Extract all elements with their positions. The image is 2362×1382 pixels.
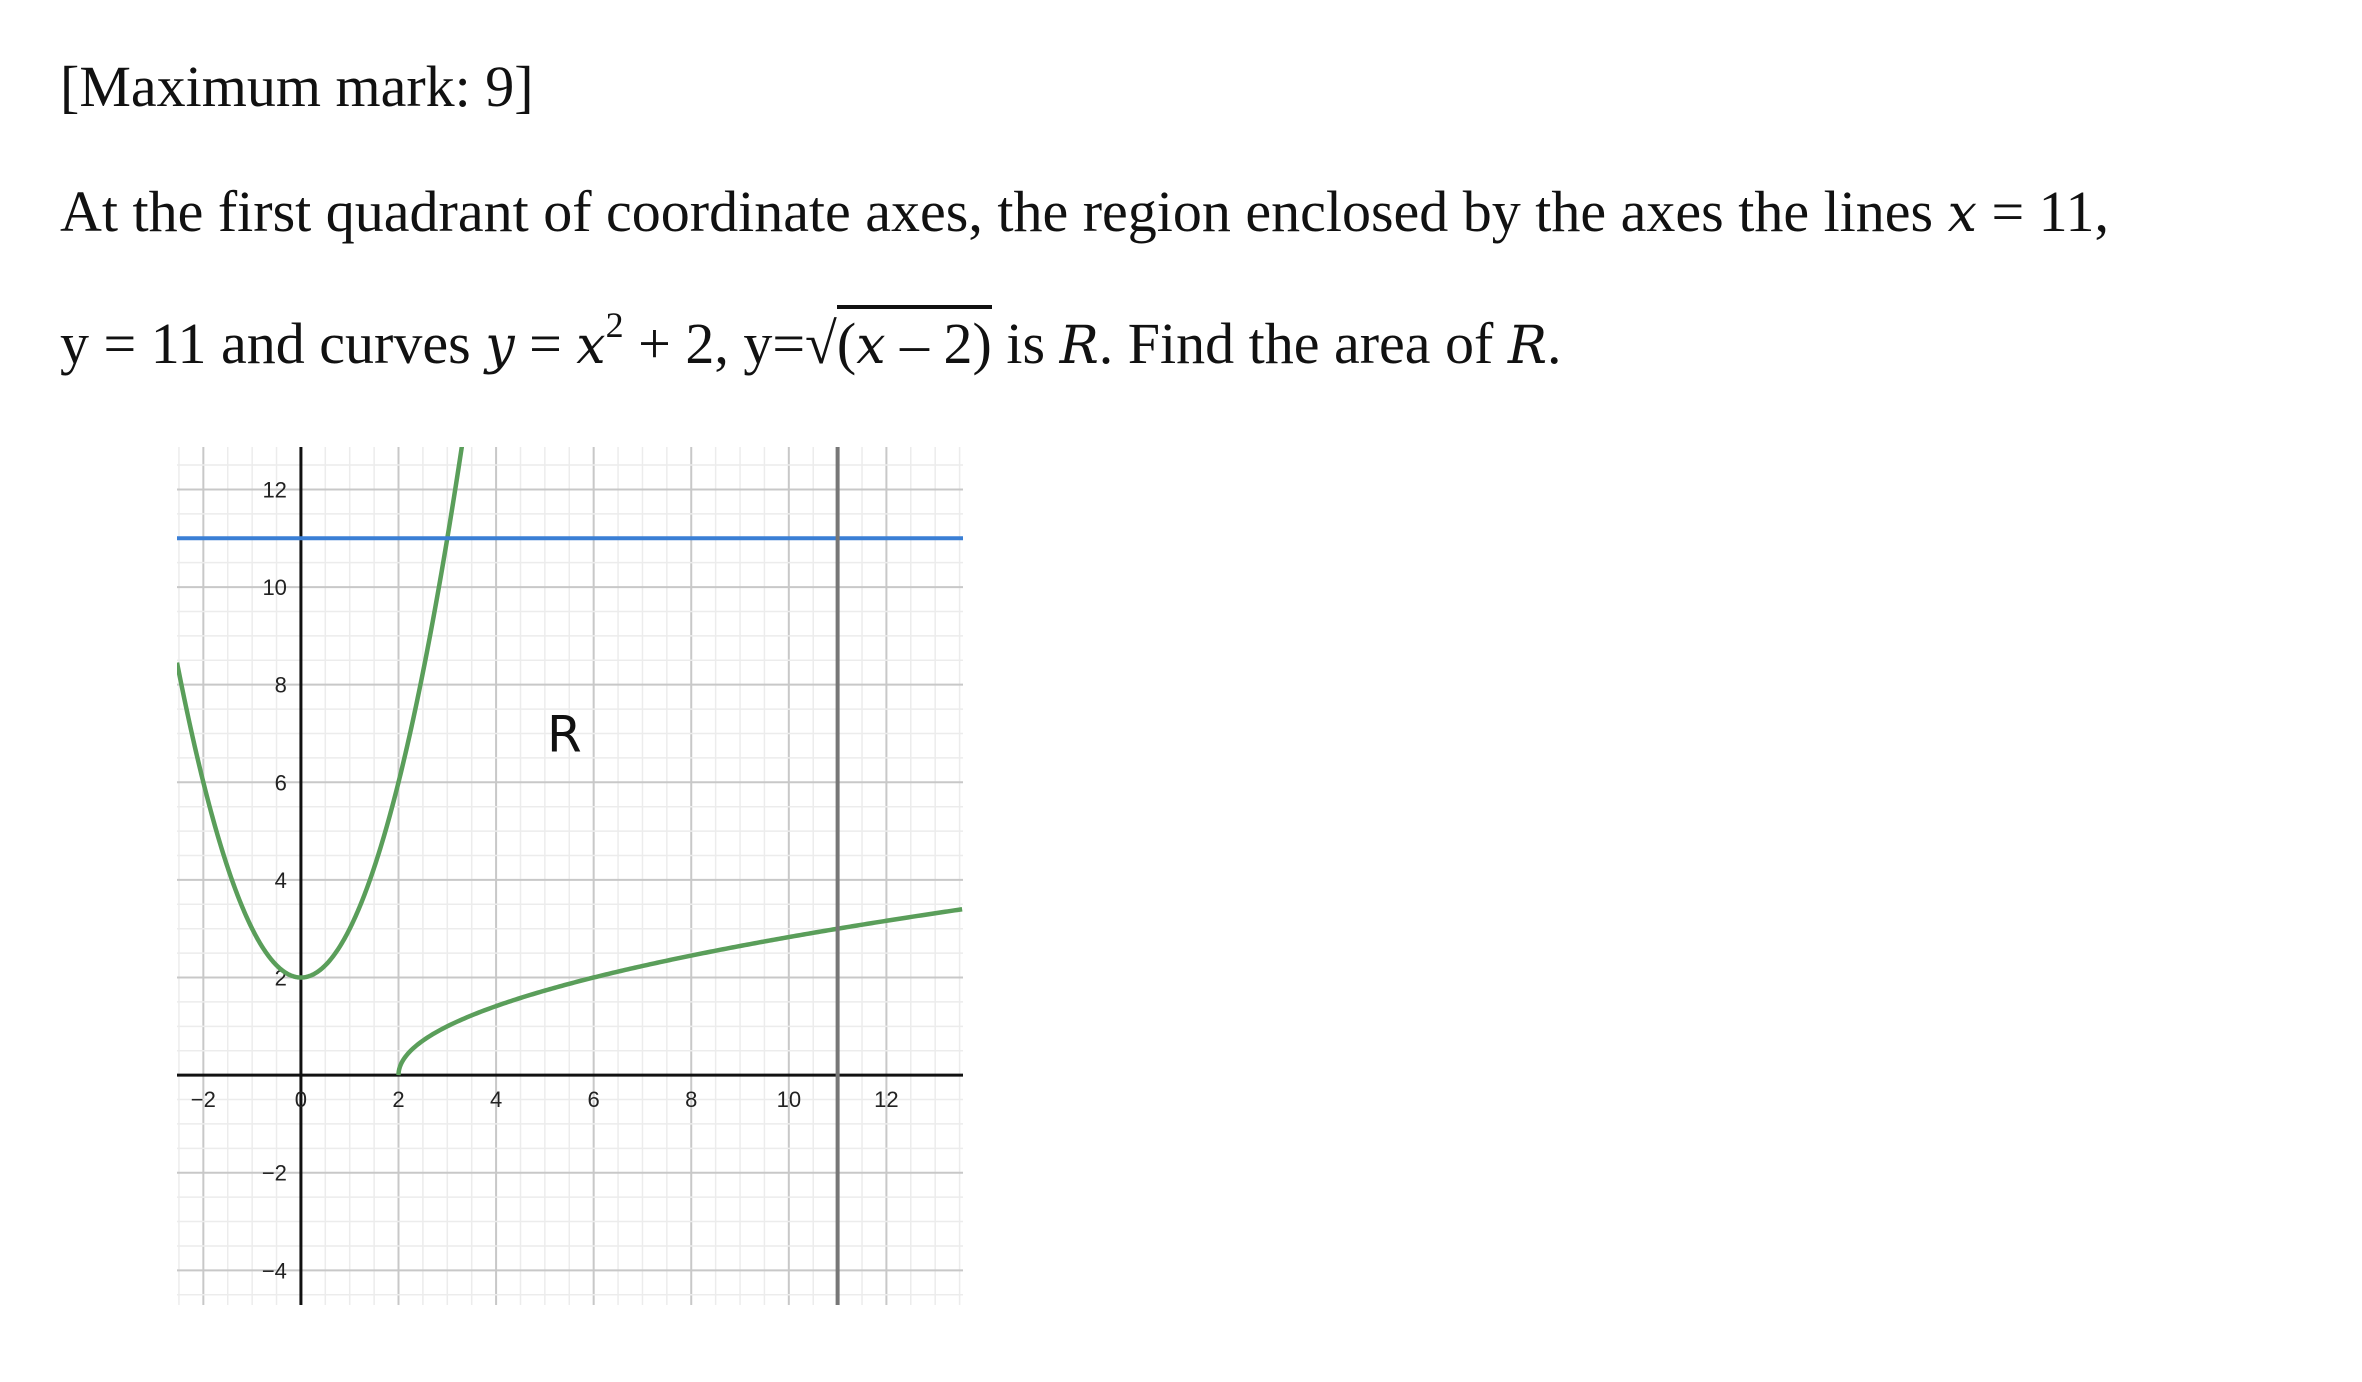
question-text: + 2, y= [623,311,806,376]
max-mark-header: [Maximum mark: 9] [60,54,534,119]
parabola-curve [177,447,463,978]
y-tick-label: 2 [274,965,287,991]
question-line-2 [60,305,1562,376]
question-text: . Find the area of [1098,311,1508,376]
y-tick-label: 4 [274,867,287,893]
paren: ( [836,311,857,376]
graph [177,447,963,1305]
question-line-1 [60,179,2109,244]
x-tick-label: −2 [190,1087,216,1113]
y-tick-label: 8 [274,672,287,698]
sqrt-sign: √ [805,311,837,376]
y-tick-label: −2 [261,1160,287,1186]
question-text: = 11, [1976,179,2109,244]
question-text: = [514,311,577,376]
question-text: . [1546,311,1562,376]
sqrt-radicand [837,305,992,376]
x-tick-label: 12 [874,1087,899,1113]
math-var: y [485,316,515,376]
region-symbol: R [1059,316,1099,376]
question-text: y = 11 and curves [60,311,486,376]
x-tick-label: 6 [587,1087,600,1113]
x-tick-label: 0 [294,1087,308,1113]
question-text: At the first quadrant of coordinate axes, the region enclosed by the axes the lines [60,179,1948,244]
x-tick-label: 4 [489,1087,503,1113]
math-var: x [1947,184,1977,244]
y-tick-label: 10 [262,575,287,601]
region-label: R [547,705,582,764]
x-tick-label: 10 [776,1087,802,1113]
math-var: x [856,316,886,376]
y-tick-label: 12 [262,477,287,503]
y-tick-label: −4 [261,1258,287,1284]
question-text: – 2) [885,311,992,376]
x-tick-label: 2 [392,1087,405,1113]
x-tick-label: 8 [685,1087,698,1113]
question-text: is [991,311,1060,376]
exponent: 2 [605,305,624,345]
region-symbol: R [1507,316,1547,376]
y-tick-label: 6 [274,770,287,796]
math-var: x [576,316,606,376]
